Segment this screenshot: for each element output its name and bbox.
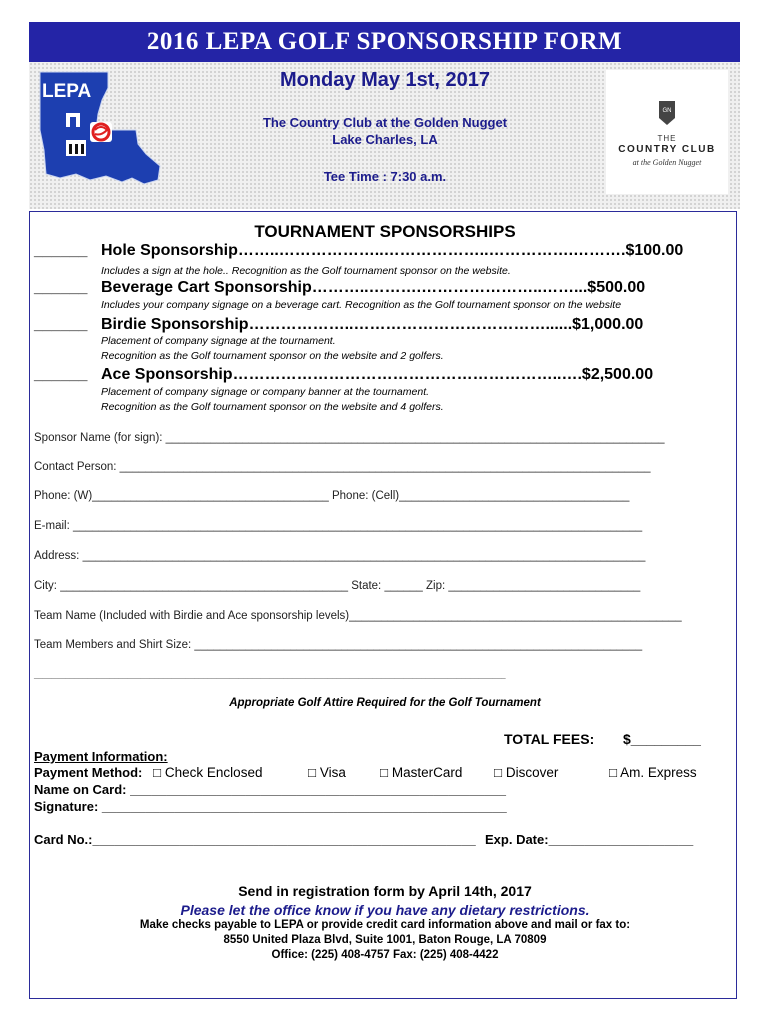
option-discover[interactable]: □ Discover: [494, 765, 559, 780]
country-club-logo-line1: THE: [657, 134, 677, 143]
total-fees-input[interactable]: $_________: [623, 731, 701, 747]
sponsorship-description: Includes your company signage on a beverage cart. Recognition as the Golf tournament sponsor on the website: [101, 299, 622, 311]
tee-time: Tee Time : 7:30 a.m.: [323, 169, 447, 184]
event-date: Monday May 1st, 2017: [279, 69, 491, 91]
sponsorship-check-blank[interactable]: ______: [34, 279, 88, 296]
sponsorship-check-blank[interactable]: ______: [34, 242, 88, 259]
city-state-zip-field[interactable]: City: _____________________________________________ State: ______ Zip: ______________________________: [34, 580, 641, 592]
option-am-express[interactable]: □ Am. Express: [609, 765, 697, 780]
attire-note: Appropriate Golf Attire Required for the Golf Tournament: [229, 697, 541, 709]
country-club-logo-line2: COUNTRY CLUB: [618, 144, 716, 155]
sponsorship-description: Placement of company signage at the tournament.: [101, 335, 336, 347]
sponsorship-description: Placement of company signage or company banner at the tournament.: [101, 386, 430, 398]
sponsorship-description: Recognition as the Golf tournament sponsor on the website and 2 golfers.: [101, 350, 444, 362]
checks-payable-note: Make checks payable to LEPA or provide credit card information above and mail or fax to:: [139, 919, 631, 931]
sponsorship-name: Beverage Cart Sponsorship………..……….…………………..……...$500.00: [101, 279, 646, 296]
sponsor-name-field[interactable]: Sponsor Name (for sign): ______________________________________________________________________________: [34, 432, 665, 444]
extra-line-field[interactable]: __________________________________________________________________________________________________________: [34, 670, 506, 679]
form-title: 2016 LEPA GOLF SPONSORSHIP FORM: [29, 22, 740, 62]
payment-method-label: Payment Method:: [34, 765, 143, 780]
svg-text:GN: GN: [662, 108, 672, 114]
sponsorship-description: Includes a sign at the hole.. Recognition as the Golf tournament sponsor on the website.: [101, 265, 511, 277]
address-field[interactable]: Address: ________________________________________________________________________________________: [34, 550, 646, 562]
venue-city: Lake Charles, LA: [332, 132, 438, 147]
venue-name: The Country Club at the Golden Nugget: [262, 115, 508, 130]
sponsorship-name: Birdie Sponsorship………………..………………………………......$1,000.00: [101, 316, 644, 333]
card-number-field[interactable]: Card No.:_____________________________________________________: [34, 832, 476, 847]
option-visa[interactable]: □ Visa: [308, 765, 346, 780]
contact-person-field[interactable]: Contact Person: ___________________________________________________________________________________: [34, 461, 651, 473]
dietary-note: Please let the office know if you have any dietary restrictions.: [180, 902, 590, 918]
name-on-card-field[interactable]: Name on Card: ____________________________________________________: [34, 782, 507, 797]
sponsorship-check-blank[interactable]: ______: [34, 316, 88, 333]
sponsorship-name: Hole Sponsorship……..………………..………………..…………….……….$100.00: [101, 242, 684, 259]
phone-field[interactable]: Phone: (W)_____________________________________ Phone: (Cell)____________________________________: [34, 490, 630, 502]
team-members-field[interactable]: Team Members and Shirt Size: ______________________________________________________________________: [34, 639, 643, 651]
sponsorship-name: Ace Sponsorship……………………………………………………..….$2,500.00: [101, 366, 654, 383]
sponsorship-check-blank[interactable]: ______: [34, 366, 88, 383]
payment-heading: Payment Information:: [34, 749, 168, 764]
sponsorship-description: Recognition as the Golf tournament sponsor on the website and 4 golfers.: [101, 401, 444, 413]
exp-date-field[interactable]: Exp. Date:____________________: [485, 832, 694, 847]
team-name-field[interactable]: Team Name (Included with Birdie and Ace sponsorship levels)____________________________________________________: [34, 610, 682, 622]
sponsorships-title: TOURNAMENT SPONSORSHIPS: [254, 222, 516, 241]
payment-method-label-text: Payment Method: [34, 765, 139, 780]
option-mastercard[interactable]: □ MasterCard: [380, 765, 463, 780]
email-field[interactable]: E-mail: _________________________________________________________________________________________: [34, 520, 643, 532]
option-check-enclosed[interactable]: □ Check Enclosed: [153, 765, 263, 780]
mailing-address: 8550 United Plaza Blvd, Suite 1001, Baton Rouge, LA 70809: [223, 934, 547, 946]
lepa-logo-text: LEPA: [42, 81, 92, 102]
signature-field[interactable]: Signature: ________________________________________________________: [34, 799, 507, 814]
office-contact: Office: (225) 408-4757 Fax: (225) 408-4422: [271, 949, 499, 961]
country-club-logo-line3: at the Golden Nugget: [632, 158, 702, 167]
send-by-note: Send in registration form by April 14th, 2017: [238, 883, 532, 899]
total-fees-label: TOTAL FEES:: [504, 731, 595, 747]
